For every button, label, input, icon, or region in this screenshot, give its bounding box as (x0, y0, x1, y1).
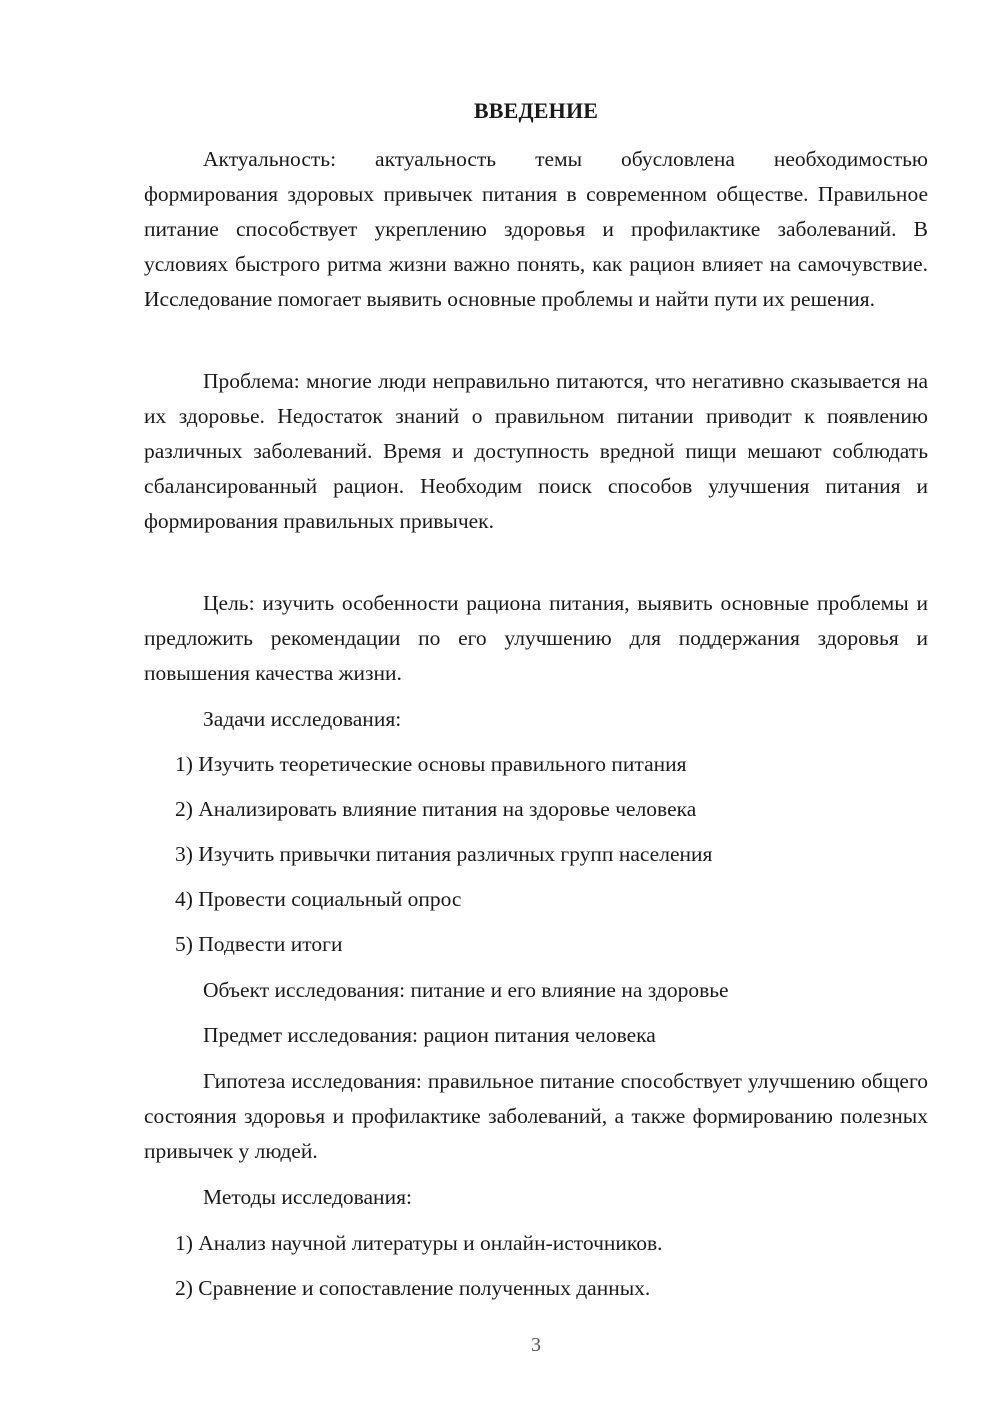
document-page (144, 0, 928, 1414)
task-item: 3) Изучить привычки питания различных групп населения (175, 842, 713, 866)
relevance-paragraph: Актуальность: актуальность темы обусловлена необходимостью формирования здоровых привычек питания в современном обществе. Правильное питание способствует укреплению здоровья и профилактике заболеваний. В условиях быстрого ритма жизни важно понять, как рацион влияет на самочувствие. Исследование помогает выявить основные проблемы и найти пути их решения. (144, 147, 928, 311)
problem-paragraph: Проблема: многие люди неправильно питаются, что негативно сказывается на их здоровье. Недостаток знаний о правильном питании приводит к появлению различных заболеваний. Время и доступность вредной пищи мешают соблюдать сбалансированный рацион. Необходим поиск способов улучшения питания и формирования правильных привычек. (144, 369, 928, 533)
goal-paragraph: Цель: изучить особенности рациона питания, выявить основные проблемы и предложить рекомендации по его улучшению для поддержания здоровья и повышения качества жизни. (144, 591, 928, 685)
section-title: ВВЕДЕНИЕ (473, 98, 599, 123)
research-object: Объект исследования: питание и его влияние на здоровье (203, 978, 729, 1002)
method-item: 1) Анализ научной литературы и онлайн-источников. (175, 1231, 663, 1255)
research-subject: Предмет исследования: рацион питания человека (203, 1023, 656, 1047)
methods-heading: Методы исследования: (203, 1185, 412, 1209)
task-item: 5) Подвести итоги (175, 932, 343, 956)
task-item: 4) Провести социальный опрос (175, 887, 462, 911)
tasks-heading: Задачи исследования: (203, 707, 402, 731)
hypothesis-paragraph: Гипотеза исследования: правильное питание способствует улучшению общего состояния здоровья и профилактике заболеваний, а также формированию полезных привычек у людей. (144, 1069, 928, 1163)
page-number: 3 (531, 1334, 541, 1356)
method-item: 2) Сравнение и сопоставление полученных данных. (175, 1276, 651, 1300)
task-item: 2) Анализировать влияние питания на здоровье человека (175, 797, 697, 821)
task-item: 1) Изучить теоретические основы правильного питания (175, 752, 687, 776)
